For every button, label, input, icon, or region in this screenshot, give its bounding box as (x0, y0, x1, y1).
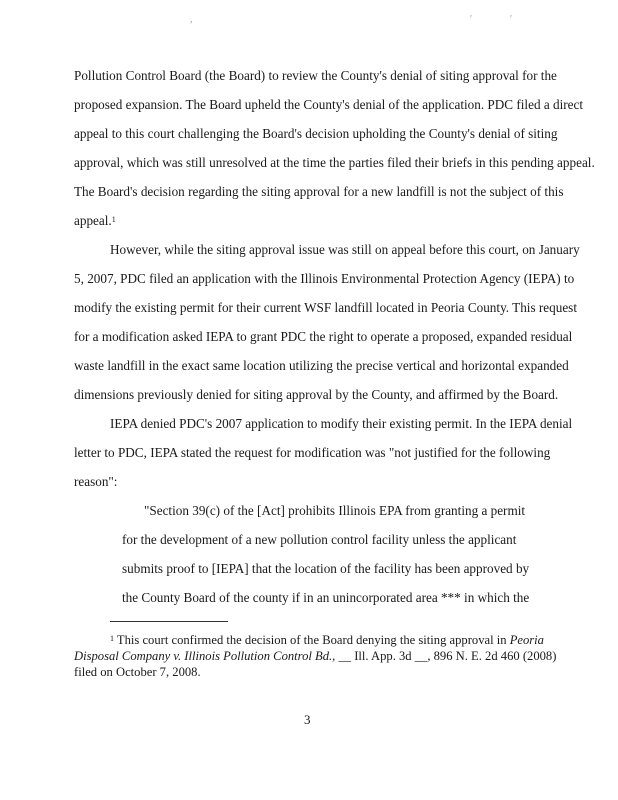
page-number: 3 (304, 712, 311, 727)
case-name: Disposal Company v. Illinois Pollution Control Bd. (74, 649, 333, 663)
body-line: Pollution Control Board (the Board) to review the County's denial of siting approval for the (74, 68, 557, 83)
scan-mark: ' (470, 14, 472, 25)
footnote-line (110, 632, 544, 648)
paragraph-start: However, while the siting approval issue was still on appeal before this court, on January (110, 242, 580, 257)
body-line: for a modification asked IEPA to grant PDC the right to operate a proposed, expanded residual (74, 329, 573, 344)
body-line: appeal to this court challenging the Board's decision upholding the County's denial of siting (74, 126, 558, 141)
body-line: letter to PDC, IEPA stated the request for modification was "not justified for the following (74, 445, 551, 460)
body-line: dimensions previously denied for siting approval by the County, and affirmed by the Board. (74, 387, 559, 402)
scan-mark: , (190, 14, 193, 25)
footnote-divider (110, 621, 228, 622)
footnote-text: This court confirmed the decision of the Board denying the siting approval in (116, 633, 510, 647)
body-line: reason": (74, 474, 118, 489)
body-line: approval, which was still unresolved at the time the parties filed their briefs in this pending appeal. (74, 155, 595, 170)
body-text: appeal. (74, 213, 112, 228)
block-quote-line: for the development of a new pollution control facility unless the applicant (122, 532, 517, 547)
scan-mark: ' (510, 14, 512, 25)
body-line: modify the existing permit for their current WSF landfill located in Peoria County. This request (74, 300, 577, 315)
block-quote-line: the County Board of the county if in an unincorporated area *** in which the (122, 590, 530, 605)
footnote-number: 1 (110, 634, 114, 643)
body-line (74, 213, 116, 229)
case-name: Peoria (509, 633, 544, 647)
block-quote-line: submits proof to [IEPA] that the location of the facility has been approved by (122, 561, 530, 576)
body-line: waste landfill in the exact same location utilizing the precise vertical and horizontal expanded (74, 358, 569, 373)
body-line: proposed expansion. The Board upheld the County's denial of the application. PDC filed a direct (74, 97, 584, 112)
body-line: 5, 2007, PDC filed an application with the Illinois Environmental Protection Agency (IEPA) to (74, 271, 575, 286)
paragraph-start: IEPA denied PDC's 2007 application to modify their existing permit. In the IEPA denial (110, 416, 573, 431)
body-line: The Board's decision regarding the siting approval for a new landfill is not the subject of this (74, 184, 564, 199)
citation: , __ Ill. App. 3d __, 896 N. E. 2d 460 (2008) (332, 649, 557, 663)
footnote-line: filed on October 7, 2008. (74, 665, 201, 679)
footnote-reference: 1 (111, 215, 116, 224)
block-quote-line: "Section 39(c) of the [Act] prohibits Illinois EPA from granting a permit (144, 503, 526, 518)
footnote-line (74, 648, 556, 664)
